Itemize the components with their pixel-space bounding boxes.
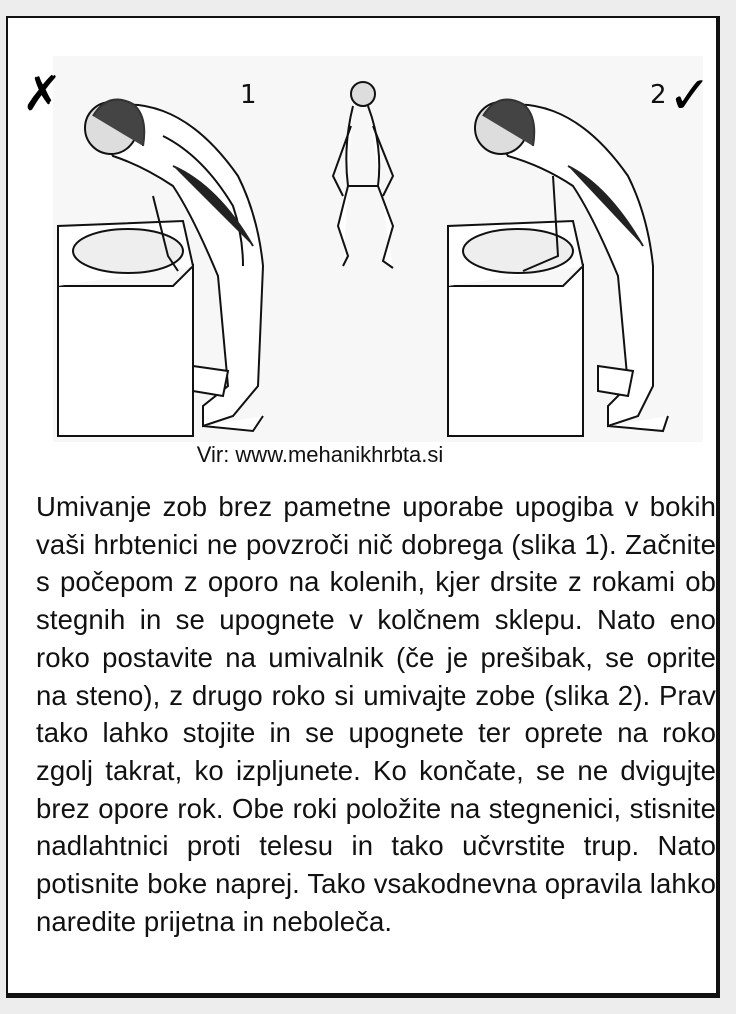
image-source-caption: Vir: www.mehanikhrbta.si [196, 442, 444, 467]
figure-label-2: 2 [650, 80, 667, 110]
body-paragraph: Umivanje zob brez pametne uporabe upogiba v bokih vaši hrbtenici ne povzroči nič dobrega (slika 1). Začnite s počepom z oporo na kolenih, kjer drsite z rokami ob stegnih in se upognete v kolčnem sklepu. Nato eno roko postavite na umivalnik (če je prešibak, se oprite na steno), z drugo roko si umivajte zobe (slika 2). Prav tako lahko stojite in se upognete ter oprete na roko zgolj takrat, ko izpljunete. Ko končate, se ne dvigujte brez opore rok. Obe roki položite na stegnenici, stisnite nadlahtnici proti telesu in tako učvrstite trup. Nato potisnite boke naprej. Tako vsakodnevna opravila lahko naredite prijetna in neboleča. [36, 491, 716, 937]
check-mark-icon: ✓ [668, 66, 712, 126]
figure-label-1: 1 [240, 80, 257, 110]
posture-illustration [53, 56, 703, 442]
cross-mark-icon: ✗ [22, 66, 63, 122]
article-card [6, 16, 720, 998]
